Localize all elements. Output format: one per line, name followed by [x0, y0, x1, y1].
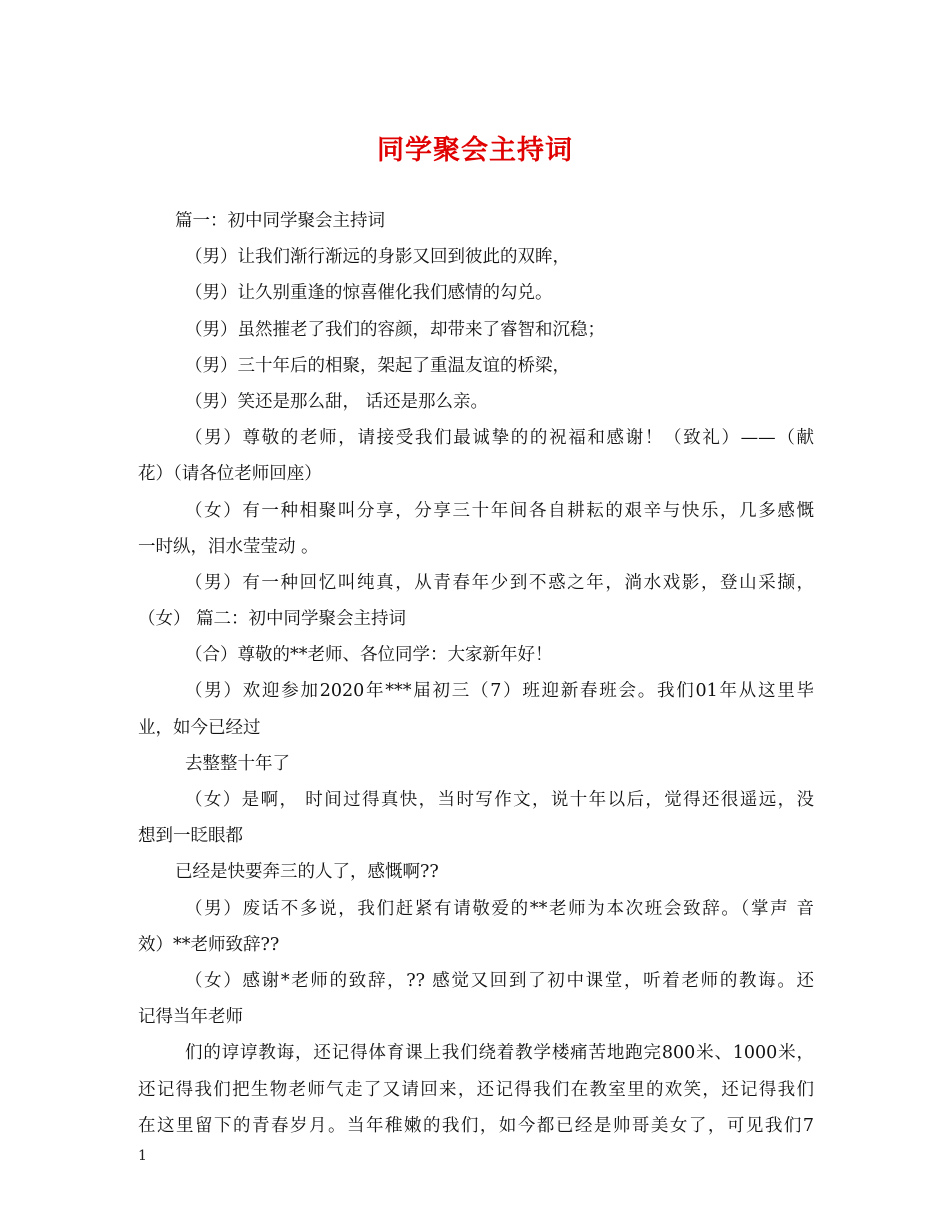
text-line: 去整整十年了: [185, 753, 290, 774]
text-line: （男）让我们渐行渐远的身影又回到彼此的双眸，: [185, 247, 570, 268]
text-line: （女） 篇二：初中同学聚会主持词: [138, 609, 407, 630]
text-line: 业，如今已经过: [138, 717, 261, 738]
document-title: 同学聚会主持词: [377, 135, 573, 166]
text-line: （男）笑还是那么甜， 话还是那么亲。: [185, 391, 489, 412]
text-line: （合）尊敬的**老师、各位同学：大家新年好！: [185, 645, 553, 666]
text-line: 花）（请各位老师回座）: [138, 464, 322, 485]
text-line: （女）感谢*老师的致辞，?? 感觉又回到了初中课堂，听着老师的教诲。还: [185, 970, 814, 991]
text-line: 记得当年老师: [138, 1007, 243, 1028]
text-line: 一时纵，泪水莹莹动 。: [138, 536, 319, 557]
text-line: 已经是快要奔三的人了，感慨啊??: [175, 862, 439, 883]
text-line: （男）尊敬的老师，请接受我们最诚挚的的祝福和感谢！（致礼）——（献: [185, 428, 814, 449]
text-line: 想到一眨眼都: [138, 826, 243, 847]
text-line: （女）有一种相聚叫分享，分享三十年间各自耕耘的艰辛与快乐，几多感慨: [185, 500, 814, 521]
text-line: 们的谆谆教诲，还记得体育课上我们绕着教学楼痛苦地跑完800米、1000米，: [185, 1043, 814, 1064]
text-line: （女）是啊， 时间过得真快，当时写作文，说十年以后，觉得还很遥远，没: [185, 790, 814, 810]
text-line: 在这里留下的青春岁月。当年稚嫩的我们，如今都已经是帅哥美女了，可见我们7: [138, 1115, 814, 1136]
page-number: 1: [138, 1148, 147, 1164]
text-line: （男）有一种回忆叫纯真，从青春年少到不惑之年，淌水戏影，登山采撷，: [185, 572, 814, 593]
text-line: （男）废话不多说，我们赶紧有请敬爱的**老师为本次班会致辞。（掌声 音: [185, 898, 814, 919]
text-line: （男）欢迎参加2020年***届初三（7）班迎新春班会。我们01年从这里毕: [185, 681, 814, 702]
text-line: 篇一：初中同学聚会主持词: [175, 211, 385, 231]
text-line: （男）让久别重逢的惊喜催化我们感情的勾兑。: [185, 283, 553, 304]
text-line: 还记得我们把生物老师气走了又请回来，还记得我们在教室里的欢笑，还记得我们: [138, 1079, 814, 1100]
text-line: （男）虽然摧老了我们的容颜，却带来了睿智和沉稳；: [185, 319, 605, 340]
text-line: 效）**老师致辞??: [138, 934, 280, 955]
text-line: （男）三十年后的相聚，架起了重温友谊的桥梁，: [185, 355, 570, 376]
document-body: [138, 203, 814, 1144]
